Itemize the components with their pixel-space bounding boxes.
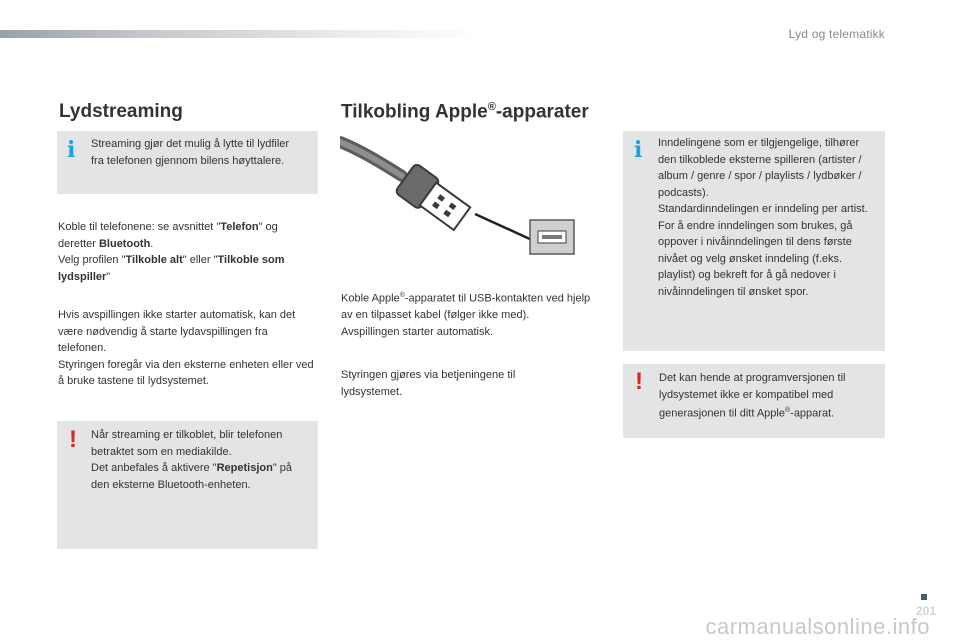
connect-instructions: Koble til telefonene: se avsnittet "Telefon" og deretter Bluetooth. Velg profilen "Tilkoble alt" eller "Tilkoble som lydspiller" [58,221,285,283]
warning-text: Når streaming er tilkoblet, blir telefonen betraktet som en mediakilde. Det anbefales å aktivere "Repetisjon" på den eksterne Bluetooth-enheten. [91,429,293,491]
section-title: Lyd og telematikk [788,27,885,41]
page-number: 201 [915,604,936,618]
usb-cable-illustration [340,132,580,262]
heading-apple: Tilkobling Apple®-apparater [341,101,589,123]
heading-lydstreaming: Lydstreaming [59,101,183,122]
categories-text: Inndelingene som er tilgjengelige, tilhører den tilkoblede eksterne spilleren (artister / album / genre / spor / playlists / lydbøker / podcasts). Standardinndelingen er inndeling per artist. For å endre inndelingen som brukes, gå oppover i nivåinndelingen til dens første nivået og velg ønsket inndeling (f.eks. playlist) og bekreft for å gå nedover i nivåinndelingen til ønsket spor. [658,137,868,298]
apple-connect-text: Koble Apple®-apparatet til USB-kontakten ved hjelp av en tilpasset kabel (følger ikke med). Avspillingen starter automatisk. [341,292,591,338]
playback-paragraph: Hvis avspillingen ikke starter automatisk, kan det være nødvendig å starte lydavspillingen fra telefonen. Styringen foregår via den eksterne enheten eller ved å bruke tastene til lydsystemet. [58,309,314,387]
info-icon: i [67,137,76,163]
footer-marker [921,594,927,600]
info-box-streaming [57,131,318,194]
warning-icon: ! [635,368,643,395]
compat-text: Det kan hende at programversjonen til lydsystemet ikke er kompatibel med generasjonen til ditt Apple®-apparat. [659,372,846,420]
header-gradient-bar [0,30,480,38]
warning-icon: ! [69,426,77,453]
control-text: Styringen gjøres via betjeningene til lydsystemet. [341,369,516,398]
info-icon: i [634,137,643,163]
watermark: carmanualsonline.info [705,614,930,639]
info-box-categories [623,131,885,351]
warning-box-compat [623,364,885,438]
warning-box-streaming [57,421,318,549]
info-text: Streaming gjør det mulig å lytte til lydfiler fra telefonen gjennom bilens høyttalere. [91,138,290,167]
